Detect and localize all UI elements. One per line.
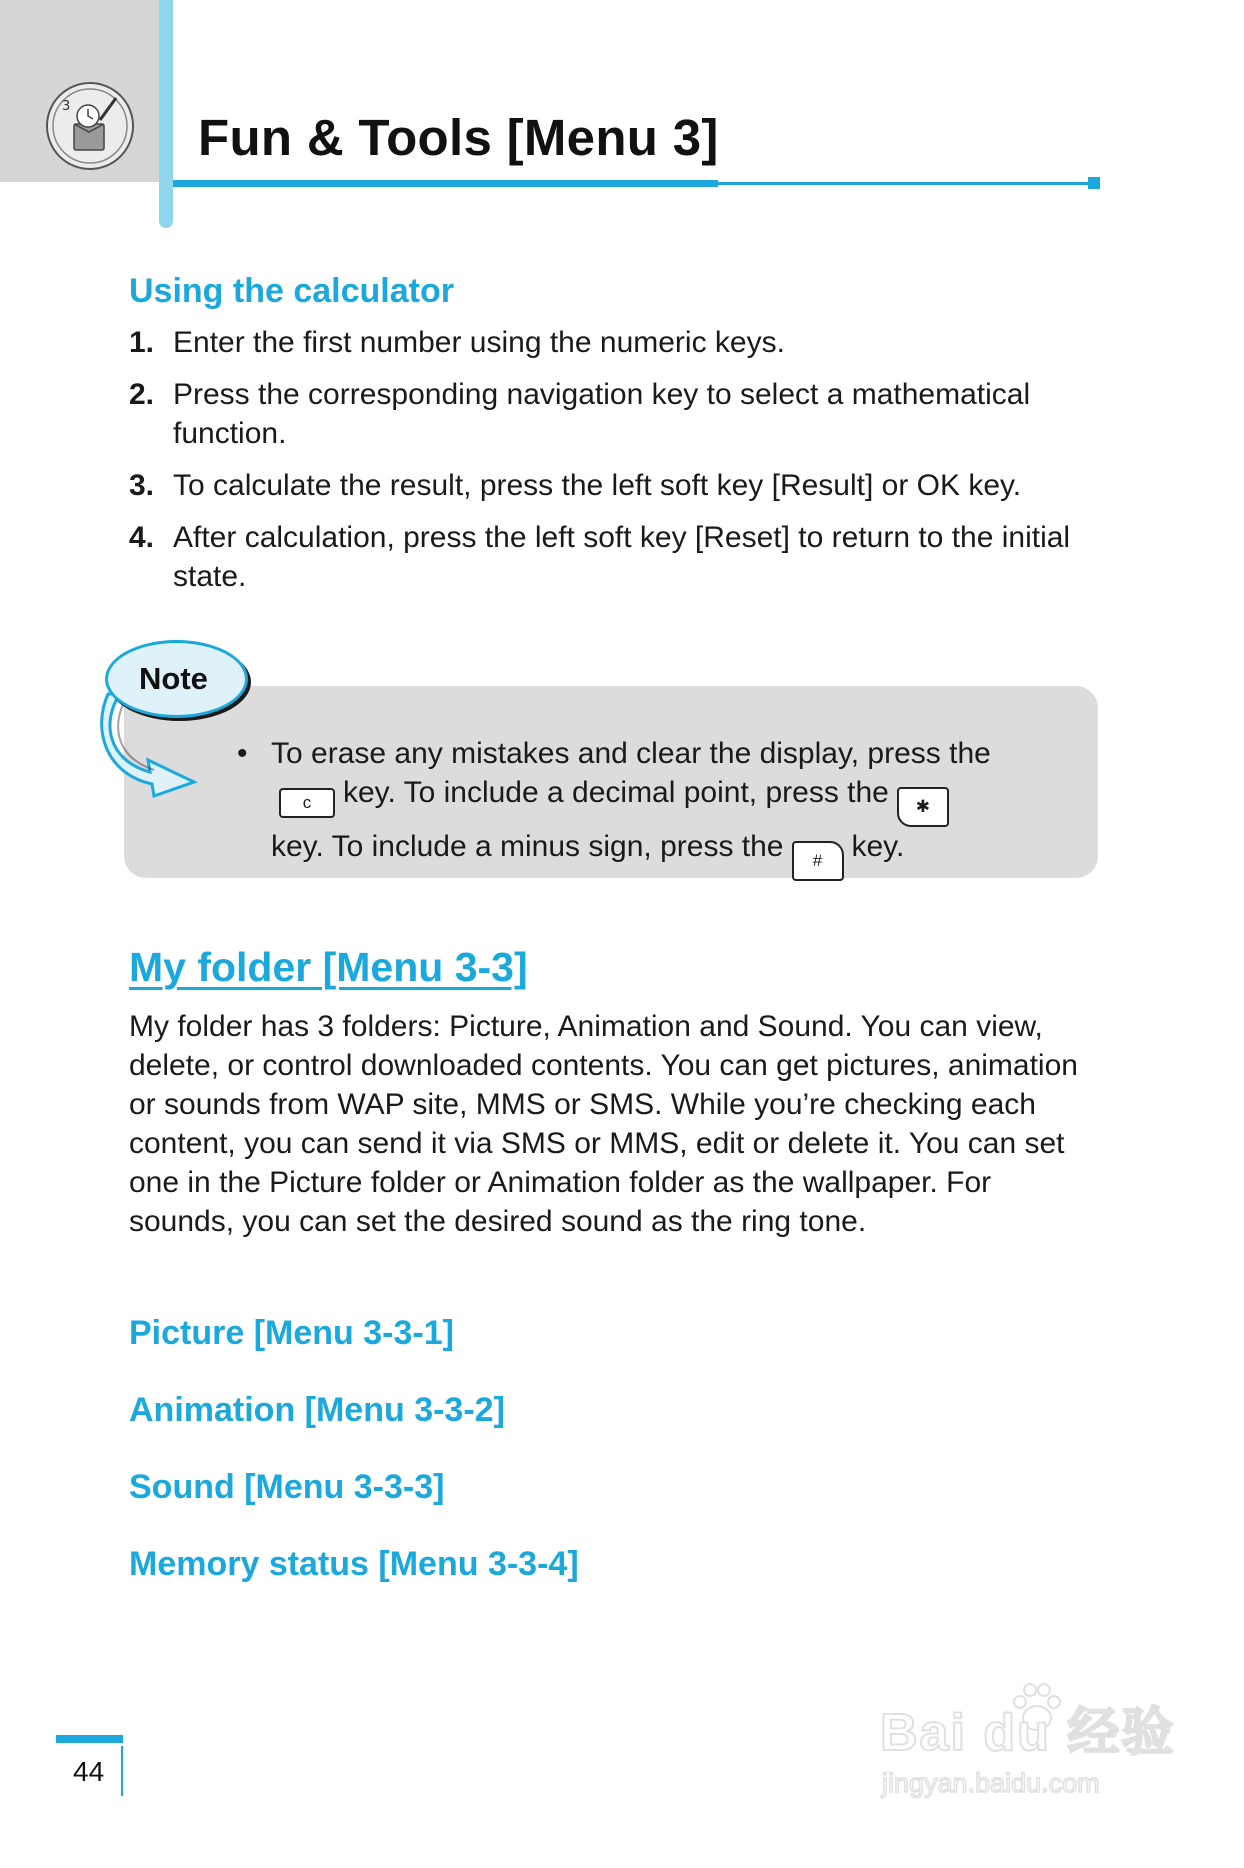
title-rule-end xyxy=(1088,177,1100,189)
step-number: 3. xyxy=(129,469,155,502)
submenu-memory-status: Memory status [Menu 3-3-4] xyxy=(129,1545,579,1583)
step-number: 2. xyxy=(129,378,155,411)
submenu-picture: Picture [Menu 3-3-1] xyxy=(129,1314,454,1352)
header-accent-bar xyxy=(159,0,173,228)
bullet: • xyxy=(237,737,248,770)
calculator-steps xyxy=(129,323,1099,609)
watermark-url: jingyan.baidu.com xyxy=(882,1768,1100,1798)
step-text: After calculation, press the left soft key [Reset] to return to the initial state. xyxy=(173,521,1071,593)
my-folder-paragraph: My folder has 3 folders: Picture, Animation and Sound. You can view, delete, or control downloaded contents. You can get pictures, animation or sounds from WAP site, MMS or SMS. While you’re checking each content, you can send it via SMS or MMS, edit or delete it. You can set one in the Picture folder or Animation folder as the wallpaper. For sounds, you can set the desired sound as the ring tone. xyxy=(129,1010,1078,1238)
note-text xyxy=(237,734,1077,881)
step-text: To calculate the result, press the left soft key [Result] or OK key. xyxy=(173,469,1022,502)
chapter-icon-number: 3 xyxy=(62,99,71,114)
submenu-animation: Animation [Menu 3-3-2] xyxy=(129,1391,505,1429)
step-item xyxy=(129,323,1099,362)
note-segment: key. xyxy=(851,830,905,863)
step-text: Enter the first number using the numeric keys. xyxy=(173,326,785,359)
footer-rule xyxy=(56,1735,123,1743)
submenu-sound: Sound [Menu 3-3-3] xyxy=(129,1468,445,1506)
clear-key-icon: c xyxy=(279,788,335,818)
step-item xyxy=(129,518,1099,596)
page-title: Fun & Tools [Menu 3] xyxy=(198,109,719,166)
step-item xyxy=(129,466,1099,505)
note-segment: key. To include a decimal point, press the xyxy=(343,776,889,809)
watermark xyxy=(880,1680,1180,1820)
note-label: Note xyxy=(139,661,208,696)
step-number: 4. xyxy=(129,521,155,554)
my-folder-heading: My folder [Menu 3-3] xyxy=(129,944,528,990)
step-text: Press the corresponding navigation key to select a mathematical function. xyxy=(173,378,1031,450)
step-item xyxy=(129,375,1099,453)
page-number: 44 xyxy=(73,1756,105,1787)
hash-key-icon: # xyxy=(792,841,844,881)
star-key-icon: ✱ xyxy=(897,787,949,827)
calculator-heading: Using the calculator xyxy=(129,272,454,310)
title-rule xyxy=(173,180,718,187)
footer-divider xyxy=(121,1746,123,1796)
note-segment: key. To include a minus sign, press the xyxy=(271,830,784,863)
watermark-logo: Bai du 经验 xyxy=(880,1704,1176,1762)
tools-icon xyxy=(44,80,136,172)
title-rule-thin xyxy=(718,182,1090,185)
note-segment: To erase any mistakes and clear the display, press the xyxy=(271,737,991,770)
step-number: 1. xyxy=(129,326,155,359)
